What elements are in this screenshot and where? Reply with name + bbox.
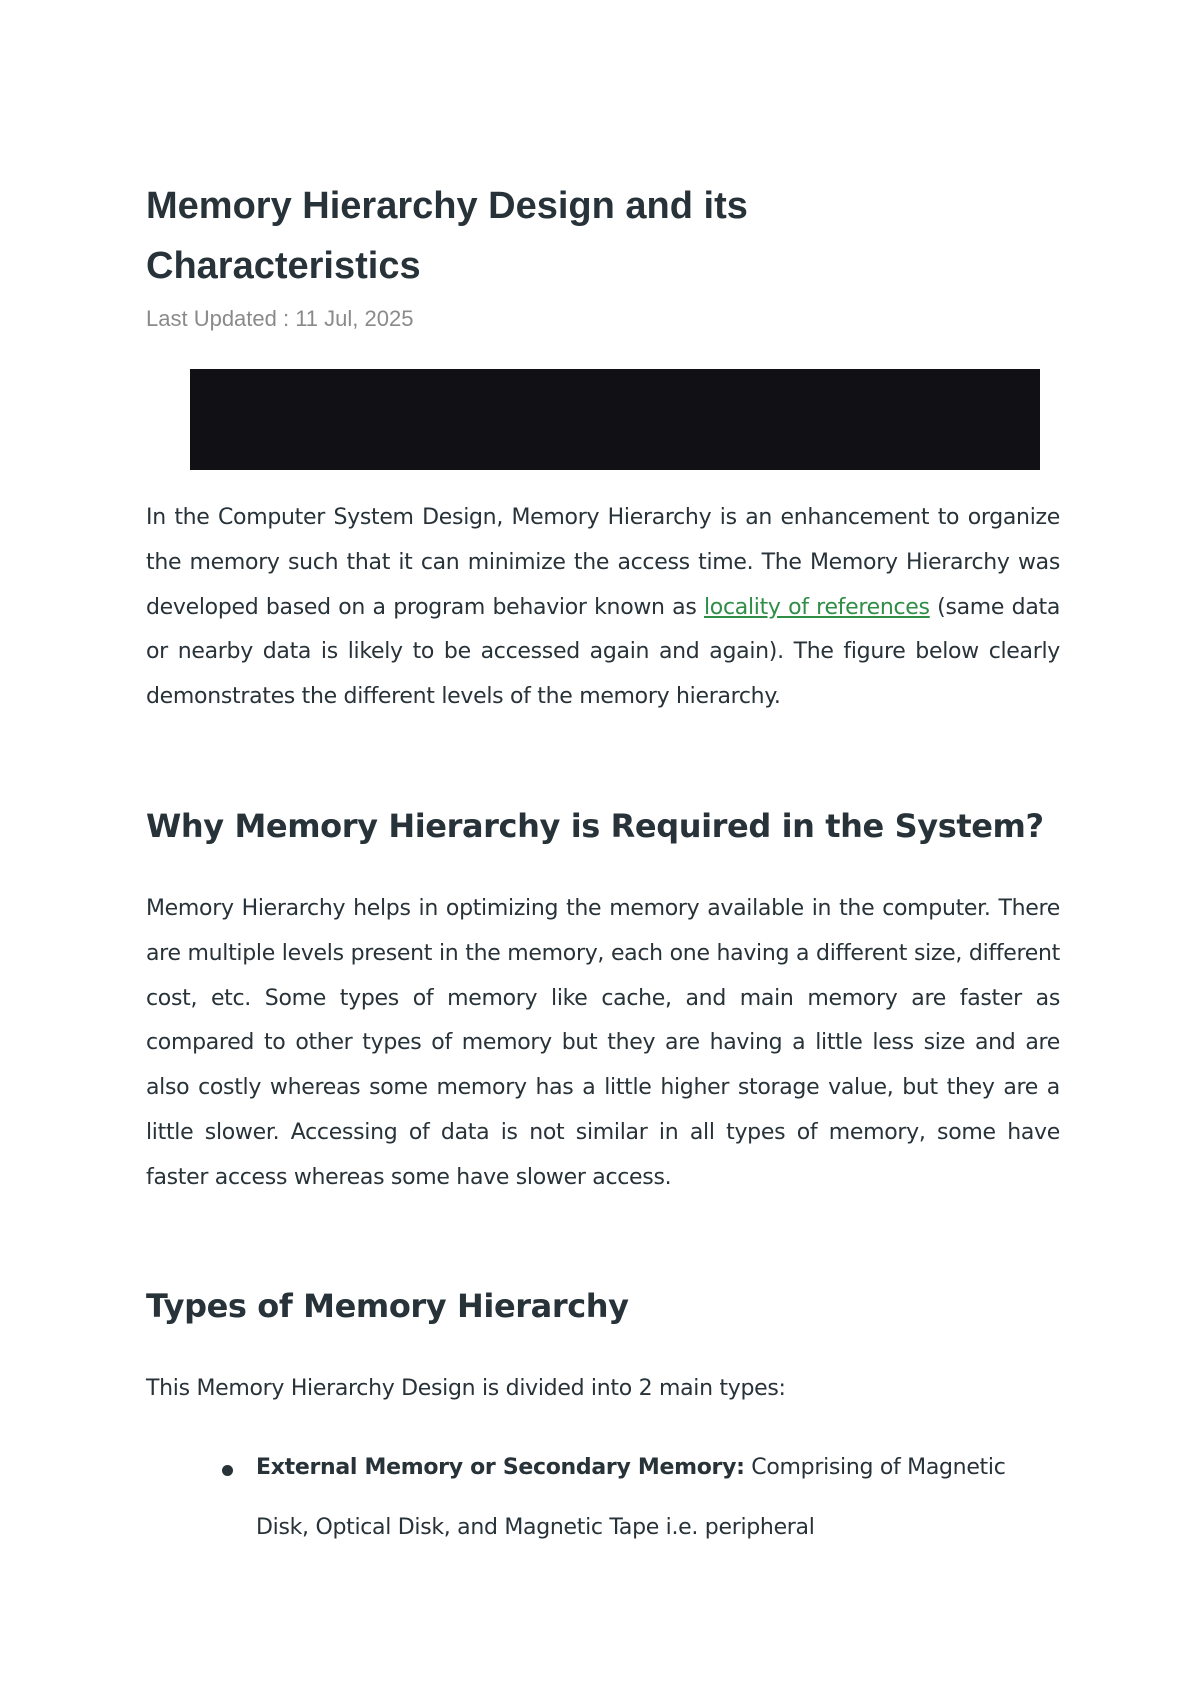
banner-placeholder [190, 369, 1040, 470]
intro-text-start: In the Computer System Design, Memory Hierarchy is an enhancement to organize the memory such that it can minimize the access time. The Memory Hierarchy was developed based on a program behavior known as [146, 505, 1060, 620]
locality-of-references-link[interactable]: locality of references [704, 594, 930, 620]
why-paragraph: Memory Hierarchy helps in optimizing the memory available in the computer. There are multiple levels present in the memory, each one having a different size, different cost, etc. Some types of memory like cache, and main memory are faster as compared to other types of memory but they are having a little less size and are also costly whereas some memory has a little higher storage value, but they are a little slower. Accessing of data is not similar in all types of memory, some have faster access whereas some have slower access. [146, 896, 1060, 1190]
types-intro-paragraph: This Memory Hierarchy Design is divided into 2 main types: [146, 1376, 786, 1401]
list-item-term: External Memory or Secondary Memory: [256, 1455, 745, 1480]
intro-paragraph [146, 496, 1060, 720]
memory-types-list [256, 1438, 1046, 1558]
page-title: Memory Hierarchy Design and its Characteristics [146, 185, 748, 287]
intro-text-end: (same data or nearby data is likely to be accessed again and again). The figure below clearly demonstrates the different levels of the memory hierarchy. [146, 594, 1061, 710]
list-item-description: Comprising of Magnetic Disk, Optical Disk, and Magnetic Tape i.e. peripheral [256, 1455, 1006, 1540]
last-updated-date: Last Updated : 11 Jul, 2025 [146, 306, 414, 331]
section-heading-why: Why Memory Hierarchy is Required in the System? [146, 807, 1044, 845]
list-item [256, 1438, 1046, 1558]
bullet-icon [222, 1465, 233, 1476]
section-heading-types: Types of Memory Hierarchy [146, 1287, 629, 1325]
